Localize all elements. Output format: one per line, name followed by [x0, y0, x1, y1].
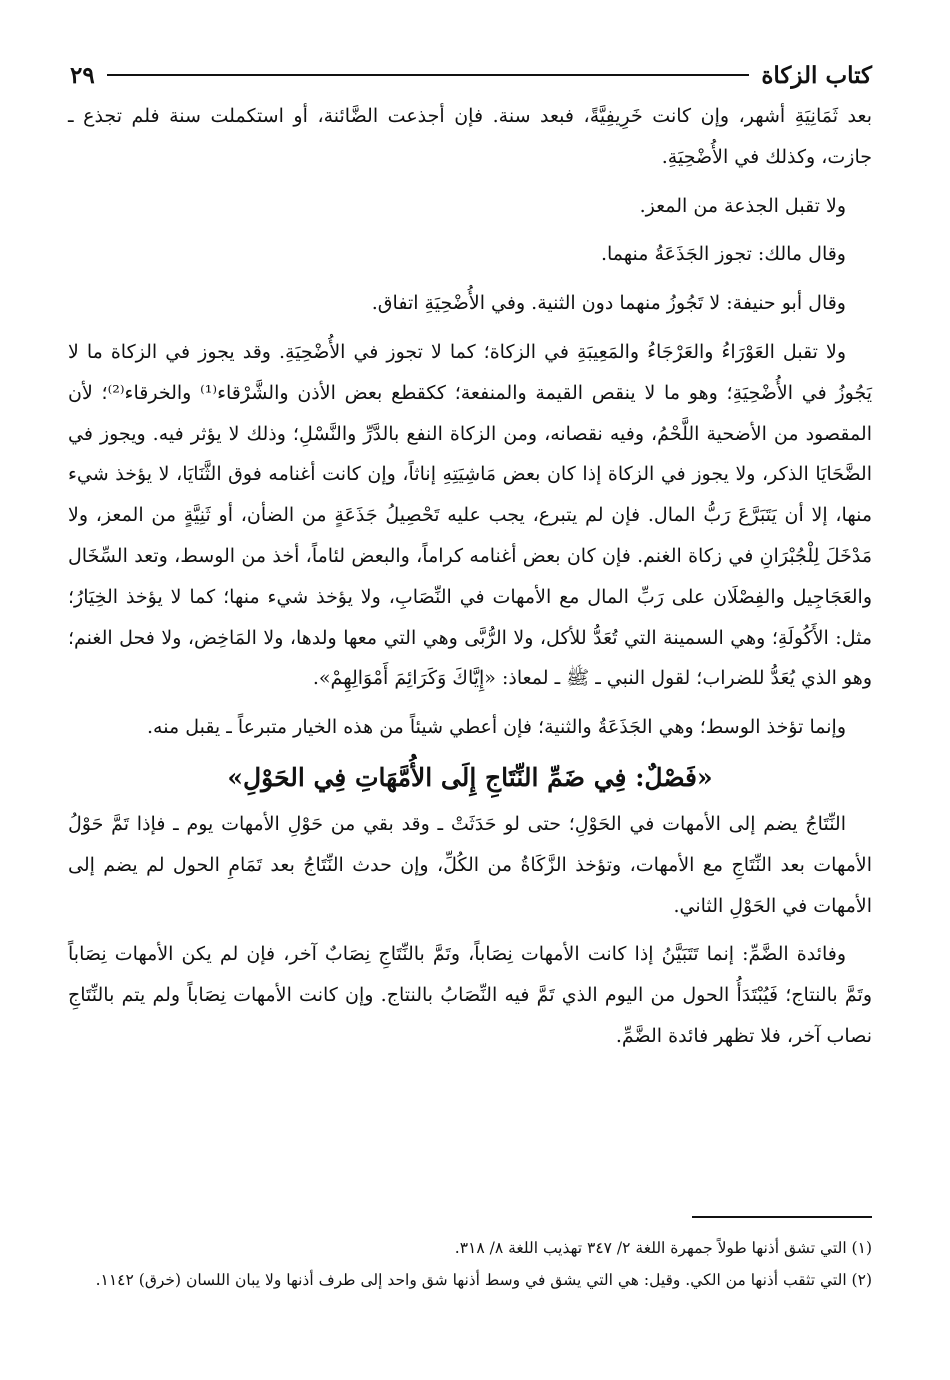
running-header	[70, 58, 872, 92]
footnote-rule	[692, 1216, 872, 1218]
paragraph-7: النِّتَاجُ يضم إلى الأمهات في الحَوْلِ؛ حتى لو حَدَثَتْ ـ وقد بقي من حَوْلِ الأمهات يوم ـ فإذا تَمَّ حَوْلُ الأمهات بعد النِّتَاجِ مع الأمهات، وتؤخذ الزَّكَاةُ من الكُلِّ، وإن حدث النِّتَاجُ بعد تَمَامِ الحول لم يضم إلى الأمهات في الحَوْلِ الثاني.	[68, 812, 872, 917]
paragraph-6: وإنما تؤخذ الوسط؛ وهي الجَذَعَةُ والثنية؛ فإن أعطي شيئاً من هذه الخيار متبرعاً ـ يقبل منه.	[147, 716, 846, 739]
paragraph-1: بعد ثَمَانِيَةِ أشهر، وإن كانت خَرِيفِيَّةً، فبعد سنة. فإن أجذعت الضَّائنة، أو استكملت سنة فلم تجذع ـ جازت، وكذلك في الأُضْحِيَةِ.	[68, 105, 872, 168]
footnote-1: (١) التي تشق أذنها طولاً جمهرة اللغة ٢/ ٣٤٧ تهذيب اللغة ٨/ ٣١٨.	[454, 1239, 872, 1257]
paragraph-8: وفائدة الضَّمِّ: إنما تَتَبَيَّنُ إذا كانت الأمهات نِصَاباً، وتَمَّ بالنِّتَاجِ نِصَابٌ آخر، فإن لم يكن الأمهات نِصَاباً وتَمَّ بالنتاج؛ فَيُبْتَدَأُ الحول من اليوم الذي تَمَّ فيه النِّصَابُ بالنتاج. وإن كانت الأمهات نِصَاباً ولم يتم بالنِّتَاجِ نصاب آخر، فلا تظهر فائدة الضَّمِّ.	[68, 943, 872, 1047]
section-heading: «فَصْلٌ: فِي ضَمِّ النِّتَاجِ إِلَى الأُمَّهَاتِ فِي الحَوْلِ»	[227, 762, 713, 792]
book-title: كتاب الزكاة	[761, 61, 872, 89]
main-text	[68, 96, 872, 1065]
page-number: ٢٩	[70, 61, 95, 89]
paragraph-5: ولا تقبل العَوْرَاءُ والعَرْجَاءُ والمَعِيبَةِ في الزكاة؛ كما لا تجوز في الأُضْحِيَةِ. وقد يجوز في الزكاة ما لا يَجُوزُ في الأُضْحِيَةِ؛ وهو ما لا ينقص القيمة والمنفعة؛ ككقطع بعض الأذن والشَّرْقاء⁽¹⁾ والخرقاء⁽²⁾؛ لأن المقصود من الأضحية اللَّحْمُ، وفيه نقصانه، ومن الزكاة النفع بالدَّرِّ والنَّسْلِ؛ وذلك لا يؤثر فيه. ويجوز في الضَّحَايَا الذكر، ولا يجوز في الزكاة إذا كان بعض مَاشِيَتِهِ إناثاً، وإن كانت أغنامه فوق الثَّنَايَا، لا يؤخذ شيء منها، إلا أن يَتَبَرَّعَ رَبُّ المال. فإن لم يتبرع، يجب عليه تَحْصِيلُ جَذَعَةٍ من الضأن، أو ثَنِيَّةٍ من المعز، ولا مَدْخَلَ لِلْجُبْرَانِ في زكاة الغنم. فإن كان بعض أغنامه كراماً، والبعض لئاماً، أخذ من الوسط، وتعد السِّخَال والعَجَاجِيل والفِصْلَان على رَبِّ المال مع الأمهات في النِّصَابِ، ولا يؤخذ شيء منها؛ كما لا يؤخذ الخِيَارُ؛ مثل: الأَكُولَةِ؛ وهي السمينة التي تُعَدُّ للأكل، ولا الرُّبَّى وهي التي معها ولدها، ولا المَاخِض، ولا فحل الغنم؛ وهو الذي يُعَدُّ للضراب؛ لقول النبي ـ ﷺ ـ لمعاذ: «إِيَّاكَ وَكَرَائِمَ أَمْوَالِهِمْ».	[68, 340, 872, 690]
footnotes	[68, 1234, 872, 1298]
footnote-2: (٢) التي تثقب أذنها من الكي. وقيل: هي التي يشق في وسط أذنها شق واحد إلى طرف أذنها ولا يبان اللسان (خرق) ١١٤٢.	[95, 1271, 872, 1289]
paragraph-3: وقال مالك: تجوز الجَذَعَةُ منهما.	[600, 243, 846, 266]
paragraph-4: وقال أبو حنيفة: لا تَجُوزُ منهما دون الثنية. وفي الأُضْحِيَةِ اتفاق.	[371, 292, 846, 315]
header-rule	[107, 74, 750, 76]
paragraph-2: ولا تقبل الجذعة من المعز.	[639, 194, 846, 217]
